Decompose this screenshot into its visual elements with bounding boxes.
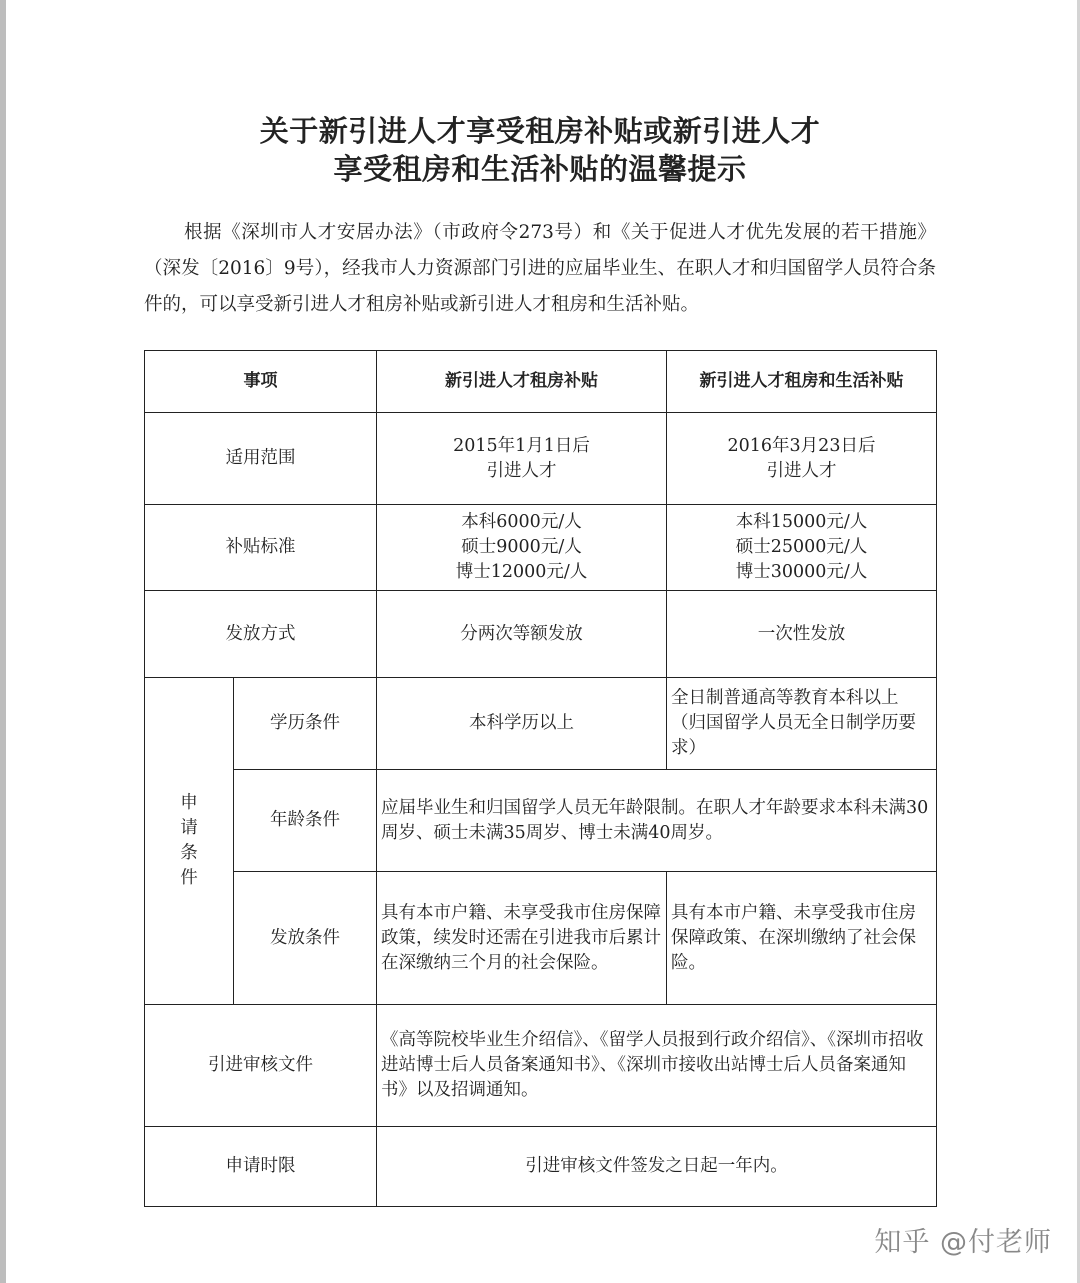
standard-rent-life — [667, 505, 937, 591]
documents-text: 《高等院校毕业生介绍信》、《留学人员报到行政介绍信》、《深圳市招收进站博士后人员备案通知书》、《深圳市接收出站博士后人员备案通知书》以及招调通知。 — [377, 1005, 937, 1127]
standard-rent-bachelor: 本科6000元/人 — [461, 512, 582, 532]
row-label-documents: 引进审核文件 — [145, 1005, 377, 1127]
document-title — [0, 112, 1080, 188]
scope-rent — [377, 413, 667, 505]
table-row-issue — [145, 872, 937, 1005]
page-left-edge — [0, 0, 6, 1283]
table-row-scope — [145, 413, 937, 505]
standard-rent-life-doctor: 博士30000元/人 — [735, 562, 868, 582]
standard-rent-life-bachelor: 本科15000元/人 — [735, 512, 868, 532]
title-line-1: 关于新引进人才享受租房补贴或新引进人才 — [259, 114, 821, 148]
table-row-age — [145, 770, 937, 872]
standard-rent-doctor: 博士12000元/人 — [455, 562, 588, 582]
table-row-method — [145, 591, 937, 678]
standard-rent — [377, 505, 667, 591]
deadline-text: 引进审核文件签发之日起一年内。 — [377, 1127, 937, 1207]
education-rent-life: 全日制普通高等教育本科以上（归国留学人员无全日制学历要求） — [667, 678, 937, 770]
row-label-education: 学历条件 — [234, 678, 377, 770]
conditions-group-label: 申请条件 — [180, 793, 198, 888]
table-row-deadline — [145, 1127, 937, 1207]
row-label-scope: 适用范围 — [145, 413, 377, 505]
subsidy-table — [144, 350, 937, 1207]
scope-rent-line-1: 2015年1月1日后 — [453, 435, 590, 456]
row-label-standard: 补贴标准 — [145, 505, 377, 591]
method-rent-life: 一次性发放 — [667, 591, 937, 678]
issue-rent: 具有本市户籍、未享受我市住房保障政策，续发时还需在引进我市后累计在深缴纳三个月的社会保险。 — [377, 872, 667, 1005]
standard-rent-life-master: 硕士25000元/人 — [735, 537, 868, 557]
title-line-2: 享受租房和生活补贴的温馨提示 — [333, 152, 747, 186]
row-label-method: 发放方式 — [145, 591, 377, 678]
table-row-documents — [145, 1005, 937, 1127]
row-label-issue: 发放条件 — [234, 872, 377, 1005]
education-rent: 本科学历以上 — [377, 678, 667, 770]
method-rent: 分两次等额发放 — [377, 591, 667, 678]
scope-rent-life-line-1: 2016年3月23日后 — [727, 435, 876, 456]
table-row-education — [145, 678, 937, 770]
intro-paragraph: 根据《深圳市人才安居办法》（市政府令273号）和《关于促进人才优先发展的若干措施》（深发〔2016〕9号），经我市人力资源部门引进的应届毕业生、在职人才和归国留学人员符合条件的，可以享受新引进人才租房补贴或新引进人才租房和生活补贴。 — [144, 222, 936, 315]
scope-rent-line-2: 引进人才 — [486, 460, 557, 481]
row-label-age: 年龄条件 — [234, 770, 377, 872]
issue-rent-life: 具有本市户籍、未享受我市住房保障政策、在深圳缴纳了社会保险。 — [667, 872, 937, 1005]
watermark: 知乎 @付老师 — [874, 1227, 1052, 1258]
standard-rent-master: 硕士9000元/人 — [461, 537, 582, 557]
header-rent-life-subsidy: 新引进人才租房和生活补贴 — [667, 351, 937, 413]
scope-rent-life — [667, 413, 937, 505]
conditions-group-cell — [145, 678, 234, 1005]
age-text: 应届毕业生和归国留学人员无年龄限制。在职人才年龄要求本科未满30周岁、硕士未满35周岁、博士未满40周岁。 — [377, 770, 937, 872]
header-item: 事项 — [145, 351, 377, 413]
row-label-deadline: 申请时限 — [145, 1127, 377, 1207]
scope-rent-life-line-2: 引进人才 — [766, 460, 837, 481]
header-rent-subsidy: 新引进人才租房补贴 — [377, 351, 667, 413]
table-row-standard — [145, 505, 937, 591]
table-header-row — [145, 351, 937, 413]
